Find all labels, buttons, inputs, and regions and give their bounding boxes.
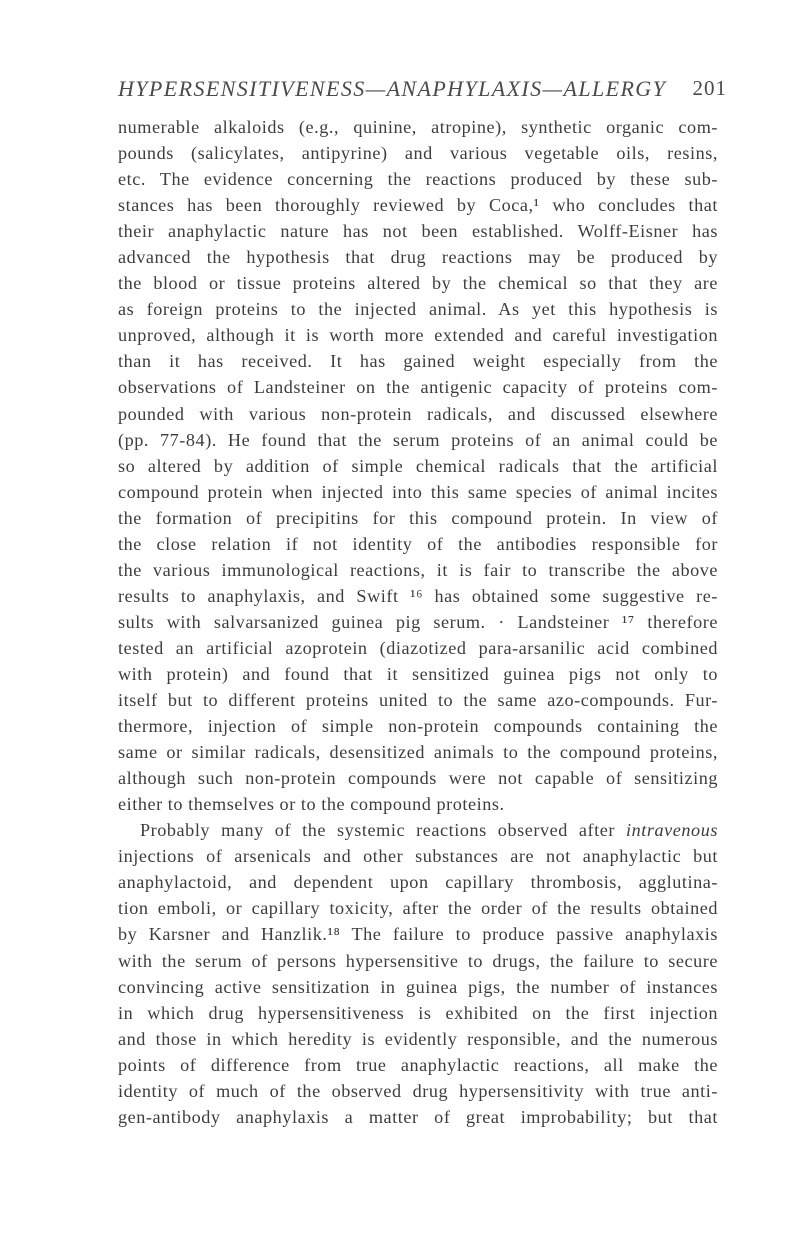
text-line: unproved, although it is worth more extended and careful investigation	[118, 325, 718, 346]
text-line: same or similar radicals, desensitized animals to the compound proteins,	[118, 742, 718, 763]
text-line: points of difference from true anaphylactic reactions, all make the	[118, 1054, 718, 1075]
text-segment: Probably many of the systemic reactions observed after	[140, 820, 615, 841]
text-line: with the serum of persons hypersensitive to drugs, the failure to secure	[118, 950, 718, 971]
text-line: compound protein when injected into this same species of animal incites	[118, 481, 718, 502]
text-line: identity of much of the observed drug hypersensitivity with true anti-	[118, 1080, 718, 1101]
text-line: tested an artificial azoprotein (diazotized para-arsanilic acid combined	[118, 637, 718, 658]
text-line: (pp. 77-84). He found that the serum proteins of an animal could be	[118, 429, 718, 450]
text-line: itself but to different proteins united to the same azo-compounds. Fur-	[118, 690, 718, 711]
text-line: the formation of precipitins for this compound protein. In view of	[118, 507, 718, 528]
text-line: than it has received. It has gained weight especially from the	[118, 351, 718, 372]
text-line: gen-antibody anaphylaxis a matter of great improbability; but that	[118, 1106, 718, 1127]
text-line: pounded with various non-protein radicals, and discussed elsewhere	[118, 403, 718, 424]
text-line: convincing active sensitization in guinea pigs, the number of instances	[118, 976, 718, 997]
paragraph-start-line	[118, 817, 718, 843]
text-line: stances has been thoroughly reviewed by Coca,¹ who concludes that	[118, 195, 718, 216]
text-line: etc. The evidence concerning the reactions produced by these sub-	[118, 169, 718, 190]
text-line: tion emboli, or capillary toxicity, after the order of the results obtained	[118, 898, 718, 919]
text-line: results to anaphylaxis, and Swift ¹⁶ has obtained some suggestive re-	[118, 585, 718, 606]
page-number: 201	[692, 76, 727, 100]
text-line: advanced the hypothesis that drug reactions may be produced by	[118, 247, 718, 268]
text-line: their anaphylactic nature has not been established. Wolff-Eisner has	[118, 221, 718, 242]
running-title: HYPERSENSITIVENESS—ANAPHYLAXIS—ALLERGY	[118, 76, 667, 101]
running-head	[118, 76, 727, 106]
text-line: in which drug hypersensitiveness is exhibited on the first injection	[118, 1002, 718, 1023]
text-line: and those in which heredity is evidently responsible, and the numerous	[118, 1028, 718, 1049]
text-line: observations of Landsteiner on the antigenic capacity of proteins com-	[118, 377, 718, 398]
body-text	[118, 114, 718, 1130]
text-line: the various immunological reactions, it is fair to transcribe the above	[118, 559, 718, 580]
text-line: numerable alkaloids (e.g., quinine, atropine), synthetic organic com-	[118, 117, 718, 137]
text-line: so altered by addition of simple chemical radicals that the artificial	[118, 455, 718, 476]
paragraph-end-line: either to themselves or to the compound proteins.	[118, 794, 505, 815]
text-line: thermore, injection of simple non-protein compounds containing the	[118, 716, 718, 737]
text-line: the close relation if not identity of the antibodies responsible for	[118, 533, 718, 554]
text-line: although such non-protein compounds were not capable of sensitizing	[118, 768, 718, 789]
text-line: sults with salvarsanized guinea pig serum. · Landsteiner ¹⁷ therefore	[118, 611, 718, 632]
italic-term: intravenous	[626, 820, 718, 841]
text-line: injections of arsenicals and other substances are not anaphylactic but	[118, 846, 718, 867]
text-line: by Karsner and Hanzlik.¹⁸ The failure to produce passive anaphylaxis	[118, 924, 718, 945]
text-line: with protein) and found that it sensitized guinea pigs not only to	[118, 663, 718, 684]
text-line: the blood or tissue proteins altered by the chemical so that they are	[118, 273, 718, 294]
text-line: anaphylactoid, and dependent upon capillary thrombosis, agglutina-	[118, 872, 718, 893]
text-line: pounds (salicylates, antipyrine) and various vegetable oils, resins,	[118, 143, 718, 164]
text-line: as foreign proteins to the injected animal. As yet this hypothesis is	[118, 299, 718, 320]
